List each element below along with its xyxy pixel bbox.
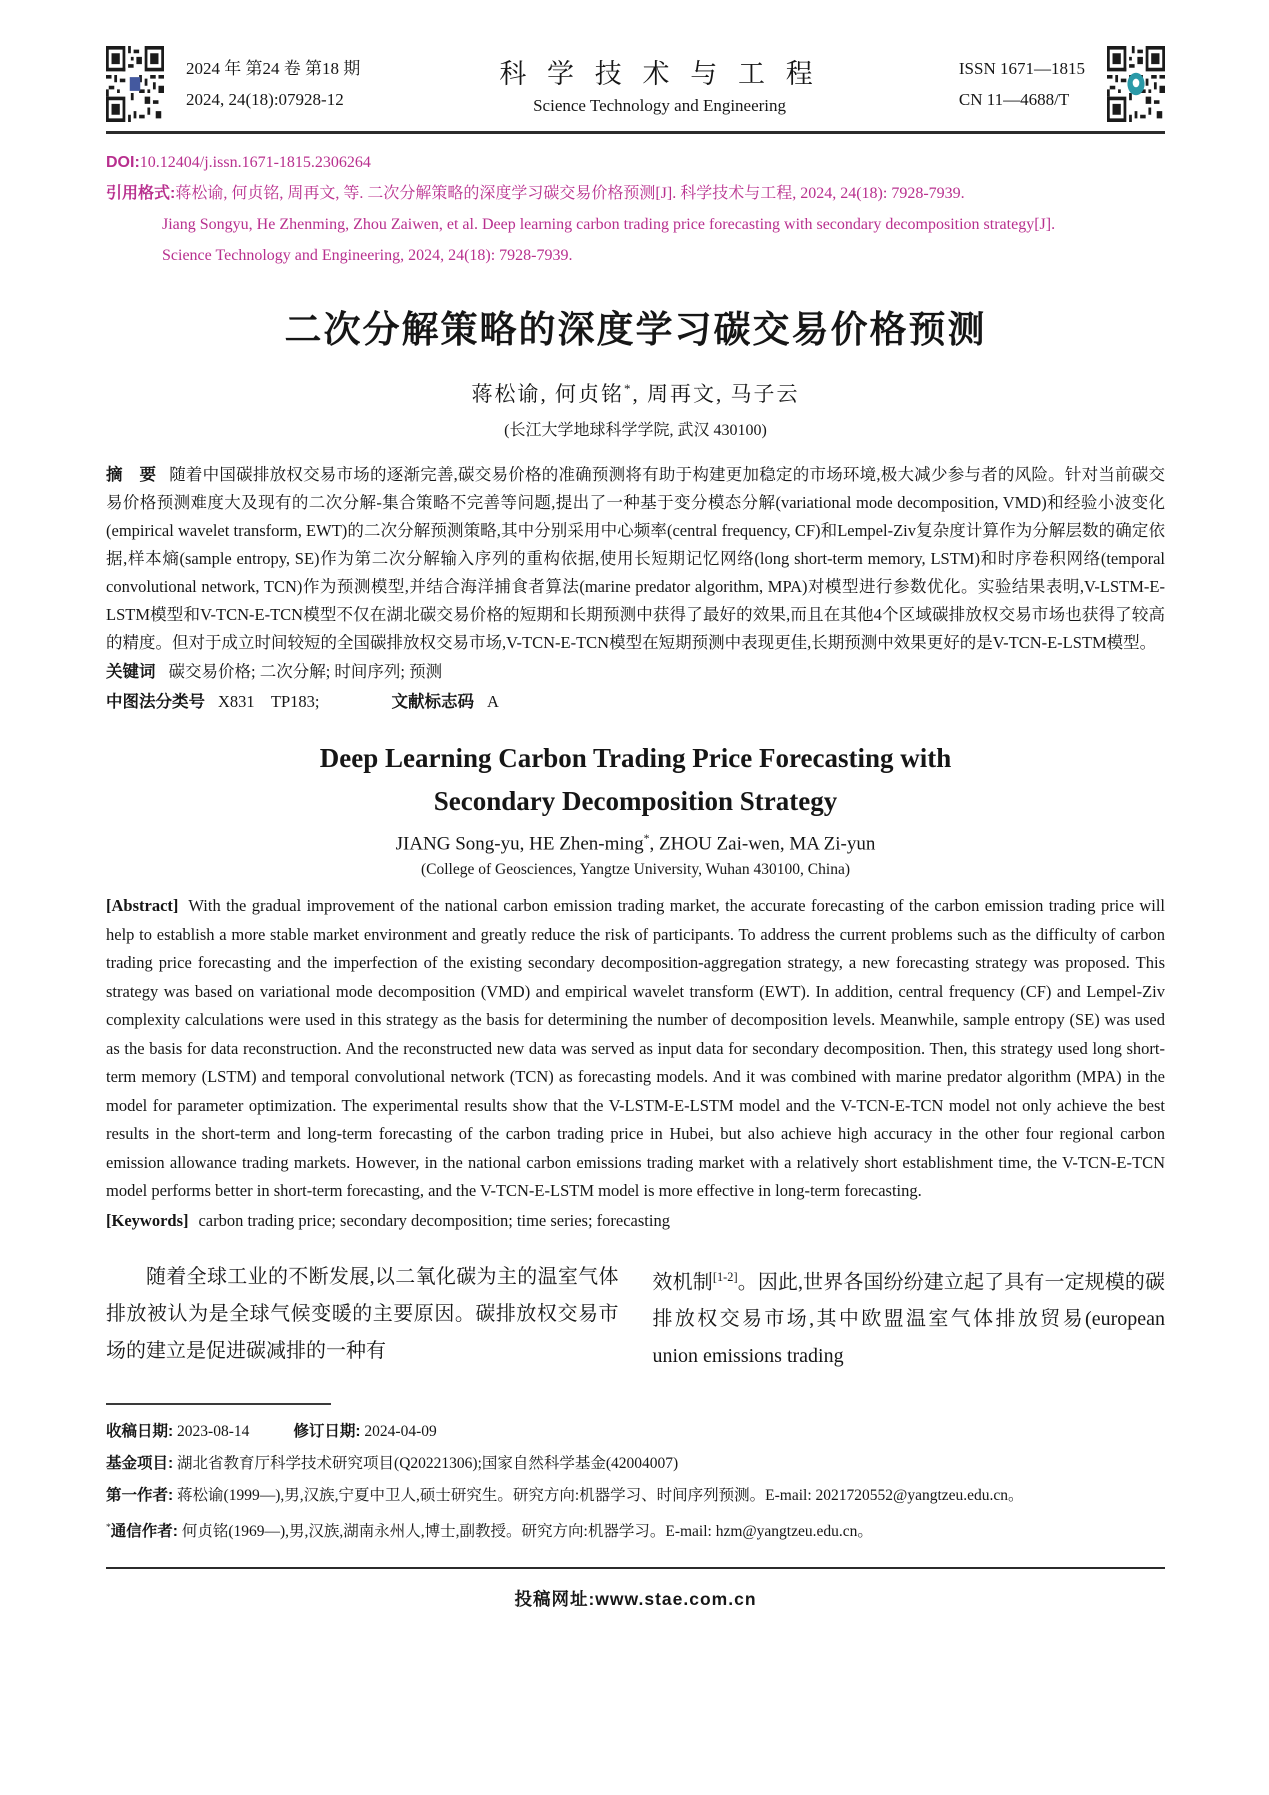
- body-right-text2: 。因此,世界各国纷纷建立起了具有一定规模的碳排放权交易市场,其中欧盟温室气体排放贸易(european union emissions trading: [652, 1271, 1166, 1368]
- submission-url: 投稿网址:www.stae.com.cn: [514, 1588, 757, 1609]
- authors-cn-text2: , 周再文, 马子云: [632, 382, 800, 406]
- keywords-cn: [106, 657, 1165, 687]
- citation-en-line1: Jiang Songyu, He Zhenming, Zhou Zaiwen, et al. Deep learning carbon trading price forecasting with secondary decomposition strategy[J].: [162, 216, 1056, 233]
- citation-label: 引用格式:: [106, 185, 176, 202]
- doc-code-value: A: [486, 692, 499, 711]
- authors-cn-text: 蒋松谕, 何贞铭: [471, 382, 624, 406]
- abstract-cn-label: 摘 要: [106, 466, 157, 484]
- keywords-cn-text: 碳交易价格; 二次分解; 时间序列; 预测: [168, 662, 443, 681]
- article-title-en-line1: Deep Learning Carbon Trading Price Forecasting with: [319, 743, 952, 773]
- fund-text: 湖北省教育厅科学技术研究项目(Q20221306);国家自然科学基金(42004007): [177, 1455, 679, 1473]
- affiliation-en: (College of Geosciences, Yangtze University, Wuhan 430100, China): [421, 861, 850, 879]
- received-label: 收稿日期:: [106, 1423, 174, 1441]
- citation-block: [106, 147, 1165, 271]
- footnote-divider: [106, 1403, 331, 1405]
- keywords-cn-label: 关键词: [106, 663, 156, 681]
- corresponding-footnote-mark: *: [106, 1522, 111, 1534]
- footnote-dates: [106, 1416, 1165, 1448]
- affiliation-cn: (长江大学地球科学学院, 武汉 430100): [504, 422, 767, 439]
- citation-en-line2: Science Technology and Engineering, 2024, 24(18): 7928-7939.: [162, 247, 573, 264]
- body-columns: [106, 1259, 1165, 1376]
- footer-divider: [106, 1567, 1165, 1569]
- body-right-text: 效机制: [652, 1271, 713, 1294]
- issue-line2: 2024, 24(18):07928-12: [186, 90, 344, 109]
- doc-code-label: 文献标志码: [391, 693, 474, 711]
- issue-info: [186, 53, 360, 115]
- body-left-column: 随着全球工业的不断发展,以二氧化碳为主的温室气体排放被认为是全球气候变暖的主要原因。碳排放权交易市场的建立是促进碳减排的一种有: [106, 1265, 619, 1362]
- doi-value: 10.12404/j.issn.1671-1815.2306264: [139, 154, 371, 171]
- abstract-en-text: With the gradual improvement of the national carbon emission trading market, the accurate forecasting of the carbon emission trading price will help to establish a more stable market environment and greatly reduce the risk of participants. To address the current problems such as the difficulty of carbon trading price forecasting and the imperfection of the existing secondary decomposition-aggregation strategy, a new forecasting strategy was proposed. This strategy was based on variational mode decomposition (VMD) and empirical wavelet transform (EWT). In addition, central frequency (CF) and Lempel-Ziv complexity calculations were used in this strategy as the basis for determining the number of decomposition levels. Meanwhile, sample entropy (SE) was used as the basis for data reconstruction. And the reconstructed new data was served as input data for secondary decomposition. Then, this strategy used long short-term memory (LSTM) and temporal convolutional network (TCN) as forecasting models. And it was combined with marine predator algorithm (MPA) in the model for parameter optimization. The experimental results show that the V-LSTM-E-LSTM model and the V-TCN-E-TCN model not only achieve the best results in the short-term and long-term forecasting of the carbon trading price in Hubei, but also achieve high accuracy in the other four regional carbon emission allowance trading markets. However, in the national carbon emissions trading market with a relatively short establishment time, the V-TCN-E-TCN model performs better in short-term forecasting, and the V-TCN-E-LSTM model is more effective in long-term forecasting.: [106, 896, 1165, 1201]
- corresponding-label: 通信作者:: [110, 1523, 178, 1541]
- article-title-en: [106, 737, 1165, 823]
- journal-title-en: Science Technology and Engineering: [533, 96, 787, 115]
- corresponding-author-mark: *: [623, 381, 633, 396]
- corresponding-text: 何贞铭(1969—),男,汉族,湖南永州人,博士,副教授。研究方向:机器学习。E-mail: hzm@yangtzeu.edu.cn。: [181, 1523, 873, 1541]
- journal-header: [106, 46, 1165, 122]
- authors-en-text: JIANG Song-yu, HE Zhen-ming: [395, 833, 644, 855]
- fund-label: 基金项目:: [106, 1455, 174, 1473]
- keywords-en: [106, 1206, 1165, 1236]
- abstract-cn-text: 随着中国碳排放权交易市场的逐渐完善,碳交易价格的准确预测将有助于构建更加稳定的市场环境,极大减少参与者的风险。针对当前碳交易价格预测难度大及现有的二次分解-集合策略不完善等问题,提出了一种基于变分模态分解(variational mode decomposition, VMD)和经验小波变化(empirical wavelet transform, EWT)的二次分解预测策略,其中分别采用中心频率(central frequency, CF)和Lempel-Ziv复杂度计算作为分解层数的确定依据,样本熵(sample entropy, SE)作为第二次分解输入序列的重构依据,使用长短期记忆网络(long short-term memory, LSTM)和时序卷积网络(temporal convolutional network, TCN)作为预测模型,并结合海洋捕食者算法(marine predator algorithm, MPA)对模型进行参数优化。实验结果表明,V-LSTM-E-LSTM模型和V-TCN-E-TCN模型不仅在湖北碳交易价格的短期和长期预测中获得了最好的效果,而且在其他4个区域碳排放权交易市场也获得了较高的精度。但对于成立时间较短的全国碳排放权交易市场,V-TCN-E-TCN模型在短期预测中表现更佳,长期预测中效果更好的是V-TCN-E-LSTM模型。: [106, 465, 1166, 652]
- journal-title-block: [374, 52, 945, 116]
- footnotes: [106, 1416, 1165, 1548]
- doi-label: DOI:: [106, 154, 140, 171]
- abstract-en: [106, 892, 1165, 1206]
- article-title-cn: 二次分解策略的深度学习碳交易价格预测: [284, 309, 987, 350]
- corresponding-author-mark-en: *: [643, 832, 650, 845]
- first-author-label: 第一作者:: [106, 1487, 174, 1505]
- qr-code-right-icon: [1107, 46, 1165, 122]
- issn-info: [959, 53, 1085, 115]
- footnote-first-author: [106, 1480, 1165, 1512]
- keywords-en-label: [Keywords]: [106, 1210, 189, 1230]
- issue-line1: 2024 年 第24 卷 第18 期: [186, 59, 361, 78]
- article-title-en-line2: Secondary Decomposition Strategy: [433, 786, 838, 816]
- first-author-text: 蒋松谕(1999—),男,汉族,宁夏中卫人,硕士研究生。研究方向:机器学习、时间序列预测。E-mail: 2021720552@yangtzeu.edu.cn。: [177, 1487, 1024, 1505]
- qr-code-left-icon: [106, 46, 164, 122]
- citation-cn-text: 蒋松谕, 何贞铭, 周再文, 等. 二次分解策略的深度学习碳交易价格预测[J]. 科学技术与工程, 2024, 24(18): 7928-7939.: [175, 185, 965, 202]
- body-right-column: [653, 1259, 1166, 1376]
- citation-cn-line: [106, 178, 1165, 209]
- cn-number: CN 11—4688/T: [958, 90, 1070, 109]
- journal-title-cn: 科 学 技 术 与 工 程: [499, 59, 820, 89]
- received-value: 2023-08-14: [177, 1423, 250, 1441]
- footnote-fund: [106, 1448, 1165, 1480]
- reference-mark: [1-2]: [712, 1269, 738, 1284]
- doi-line: [106, 147, 1165, 178]
- authors-en: [106, 832, 1165, 855]
- authors-en-text2: , ZHOU Zai-wen, MA Zi-yun: [649, 833, 876, 855]
- issn-number: ISSN 1671—1815: [958, 59, 1085, 78]
- footnote-corresponding-author: [106, 1512, 1165, 1548]
- clc-value: X831 TP183;: [218, 692, 320, 711]
- revised-value: 2024-04-09: [364, 1423, 437, 1441]
- clc-line: [106, 687, 1165, 717]
- keywords-en-text: carbon trading price; secondary decomposition; time series; forecasting: [198, 1210, 670, 1230]
- abstract-en-label: [Abstract]: [106, 896, 179, 916]
- clc-label: 中图法分类号: [106, 693, 205, 711]
- revised-label: 修订日期:: [293, 1423, 361, 1441]
- authors-cn: [106, 378, 1165, 408]
- abstract-cn: [106, 461, 1165, 657]
- header-divider: [106, 131, 1165, 134]
